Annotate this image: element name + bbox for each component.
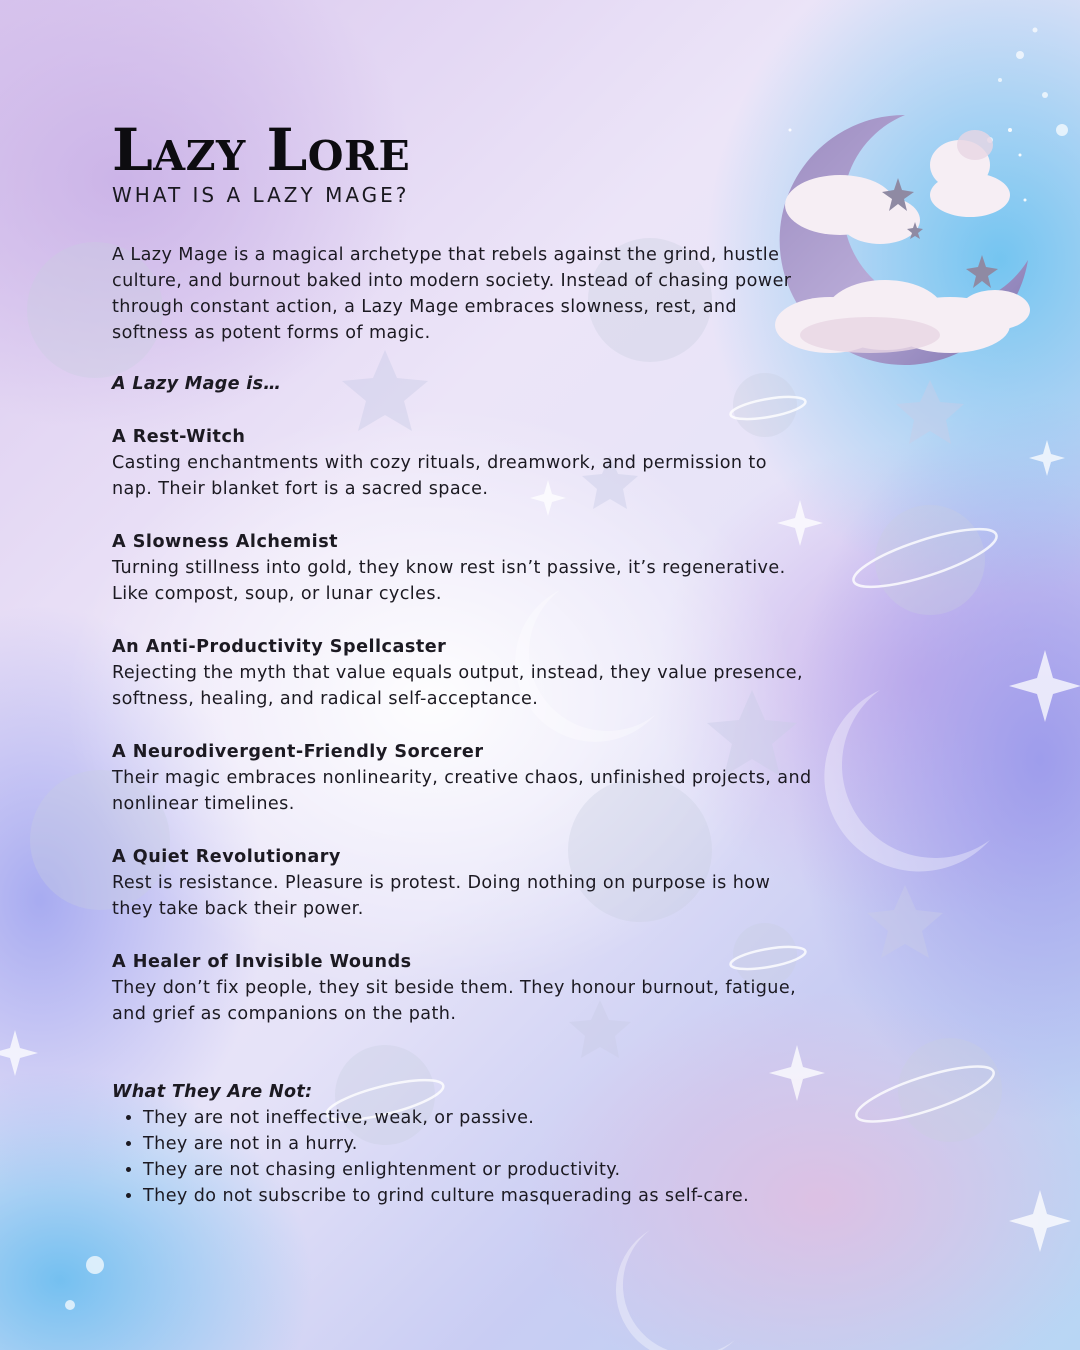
mage-type-title: A Neurodivergent-Friendly Sorcerer: [112, 742, 484, 762]
mage-type-title: A Rest-Witch: [112, 427, 246, 447]
star-icon: [896, 380, 964, 444]
sparkle-icon: [0, 1030, 38, 1076]
list-item: • They are not in a hurry.: [143, 1131, 812, 1157]
mage-type-item: [112, 529, 812, 607]
mage-type-description: They don’t fix people, they sit beside them. They honour burnout, fatigue, and grief as companions on the path.: [112, 978, 797, 1024]
mage-type-description: Rejecting the myth that value equals output, instead, they value presence, softness, healing, and radical self-acceptance.: [112, 663, 804, 709]
mage-type-title: A Slowness Alchemist: [112, 532, 339, 552]
mage-type-title: An Anti-Productivity Spellcaster: [112, 637, 447, 657]
mage-type-description: Turning stillness into gold, they know rest isn’t passive, it’s regenerative. Like compost, soup, or lunar cycles.: [112, 558, 786, 604]
page-title: Lazy Lore: [112, 116, 411, 184]
mage-type-description: Their magic embraces nonlinearity, creative chaos, unfinished projects, and nonlinear timelines.: [112, 768, 812, 814]
intro-paragraph: A Lazy Mage is a magical archetype that rebels against the grind, hustle culture, and burnout baked into modern society. Instead of chasing power through constant action, a Lazy Mage embraces slowness, rest, and softness as potent forms of magic.: [112, 245, 792, 343]
mage-type-item: [112, 634, 812, 712]
mage-type-title: A Healer of Invisible Wounds: [112, 952, 412, 972]
not-section-heading: What They Are Not:: [112, 1082, 313, 1102]
sparkle-icon: [1009, 1190, 1071, 1252]
lead-heading: A Lazy Mage is…: [112, 374, 282, 394]
mage-type-item: [112, 844, 812, 922]
mage-type-description: Rest is resistance. Pleasure is protest. Doing nothing on purpose is how they take back their power.: [112, 873, 771, 919]
mage-type-title: A Quiet Revolutionary: [112, 847, 341, 867]
moon-icon: [898, 1038, 1002, 1142]
page-subtitle: WHAT IS A LAZY MAGE?: [112, 183, 410, 207]
mage-type-item: [112, 949, 812, 1027]
list-item: • They are not chasing enlightenment or productivity.: [143, 1157, 812, 1183]
mage-type-item: [112, 739, 812, 817]
list-item: • They are not ineffective, weak, or passive.: [143, 1105, 812, 1131]
mage-type-item: [112, 424, 812, 502]
moon-icon: [616, 1230, 735, 1350]
main-content: [112, 118, 812, 1209]
star-icon: [867, 885, 943, 958]
sparkle-icon: [1029, 440, 1065, 476]
list-item: • They do not subscribe to grind culture masquerading as self-care.: [143, 1183, 812, 1209]
not-list: [112, 1105, 812, 1209]
sparkle-icon: [1009, 650, 1080, 722]
mage-type-description: Casting enchantments with cozy rituals, dreamwork, and permission to nap. Their blanket fort is a sacred space.: [112, 453, 767, 499]
moon-icon: [824, 690, 990, 871]
